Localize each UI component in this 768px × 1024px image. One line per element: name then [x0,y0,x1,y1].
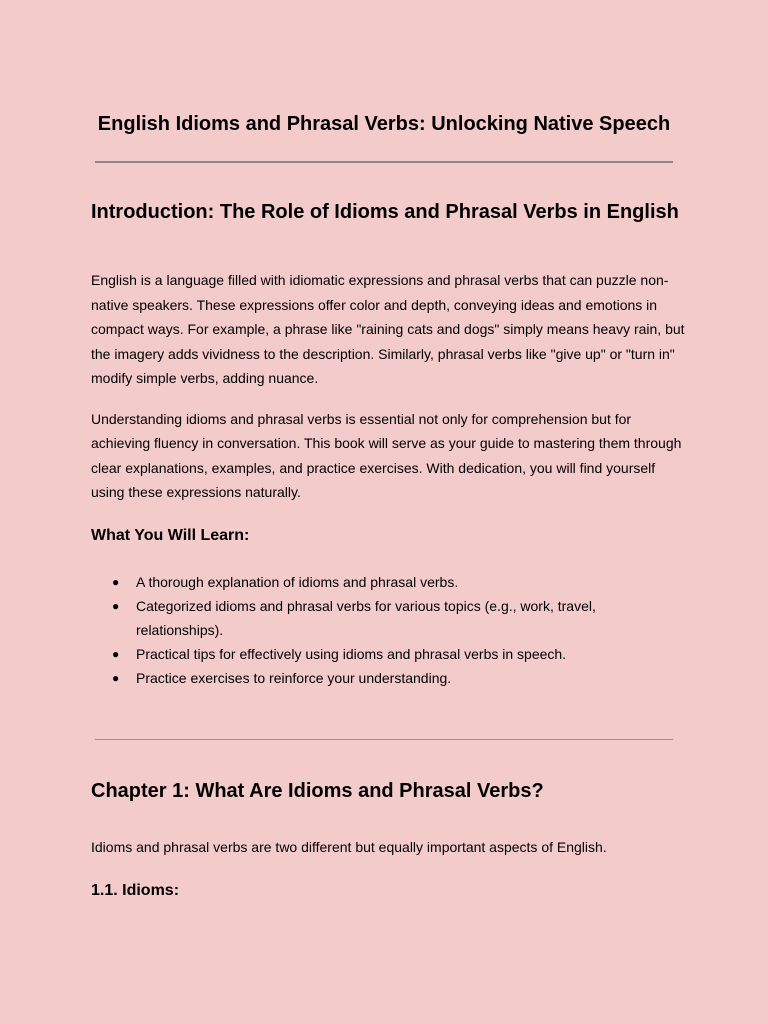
learn-list [91,570,691,690]
chapter-1-section [91,773,691,903]
list-item-text: Practice exercises to reinforce your understanding. [136,669,452,686]
section-divider [95,739,673,740]
bullet-icon: ● [112,574,120,589]
chapter-1-paragraph: Idioms and phrasal verbs are two different but equally important aspects of English. [91,839,607,855]
bullet-icon: ● [112,670,120,685]
list-item-text: Categorized idioms and phrasal verbs for various topics (e.g., work, travel, relationships). [136,597,596,638]
list-item [91,666,636,690]
bullet-icon: ● [112,646,120,661]
list-item-text: A thorough explanation of idioms and phrasal verbs. [136,573,459,590]
list-item [91,594,636,642]
list-item-text: Practical tips for effectively using idioms and phrasal verbs in speech. [136,645,567,662]
document-title: English Idioms and Phrasal Verbs: Unlocking Native Speech [97,113,671,135]
bullet-icon: ● [112,598,120,613]
list-item [91,570,636,594]
idioms-subheading: 1.1. Idioms: [91,881,180,899]
list-item [91,642,636,666]
intro-paragraph-1: English is a language filled with idiomatic expressions and phrasal verbs that can puzzle non-native speakers. These expressions offer color and depth, conveying ideas and emotions in compact ways. For example, a phrase like "raining cats and dogs" simply means heavy rain, but the imagery adds vividness to the description. Similarly, phrasal verbs like "give up" or "turn in" modify simple verbs, adding nuance. [91,272,685,386]
introduction-section [91,194,691,690]
intro-paragraph-2: Understanding idioms and phrasal verbs is essential not only for comprehension but for achieving fluency in conversation. This book will serve as your guide to mastering them through clear explanations, examples, and practice exercises. With dedication, you will find yourself using these expressions naturally. [91,410,682,500]
chapter-1-heading: Chapter 1: What Are Idioms and Phrasal Verbs? [91,780,544,802]
what-you-will-learn-heading: What You Will Learn: [91,526,250,544]
introduction-heading: Introduction: The Role of Idioms and Phrasal Verbs in English [91,201,679,223]
title-divider [95,161,673,163]
